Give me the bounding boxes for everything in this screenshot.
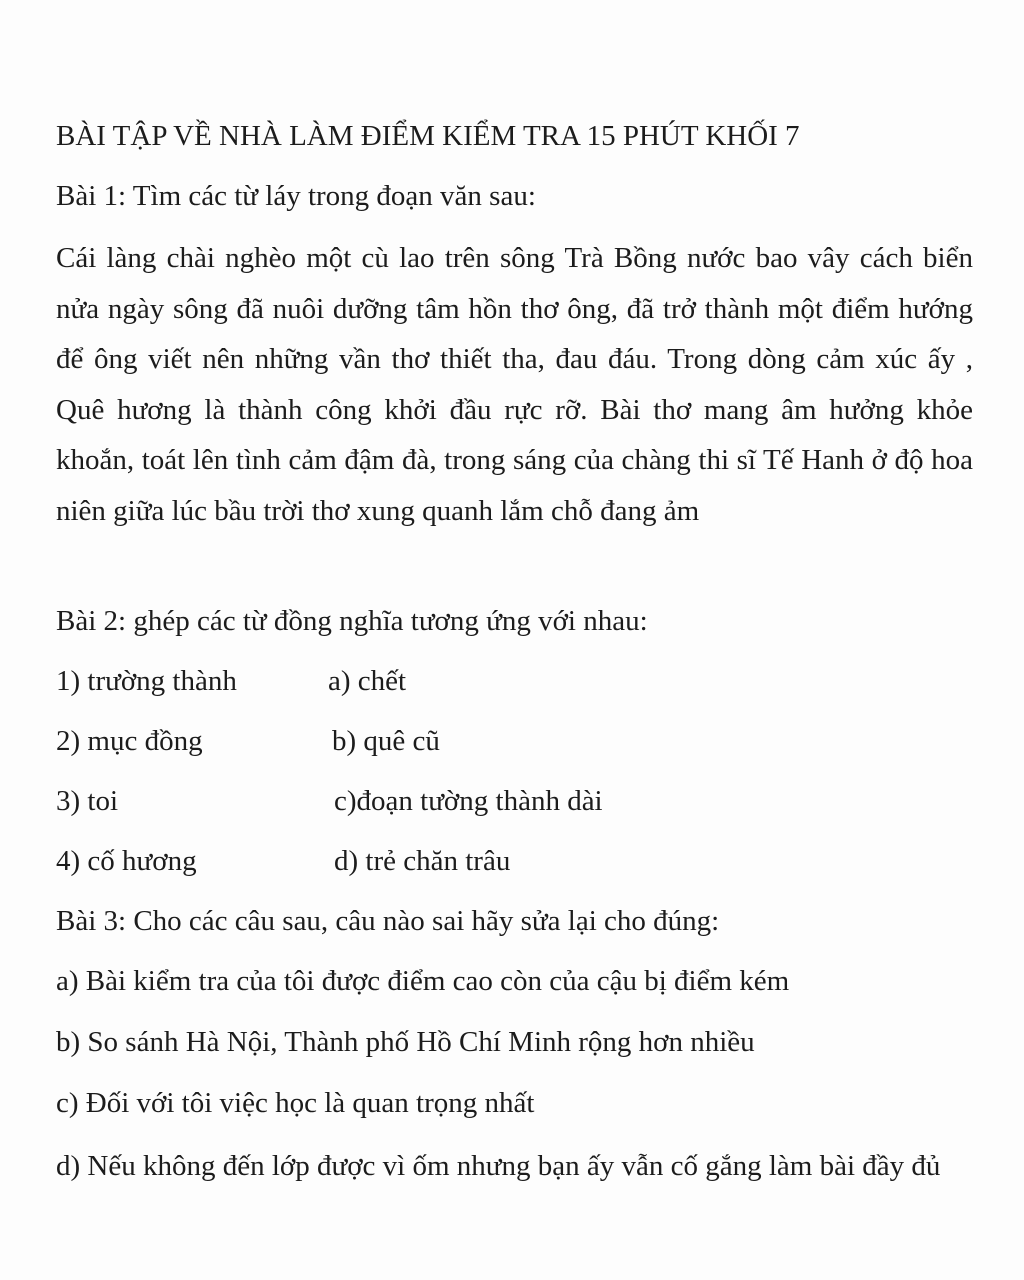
exercise-3-sentence-a: a) Bài kiểm tra của tôi được điểm cao còn của cậu bị điểm kém	[56, 965, 790, 997]
exercise-3-prompt: Bài 3: Cho các câu sau, câu nào sai hãy sửa lại cho đúng:	[56, 905, 720, 937]
match-right-item-a: a) chết	[328, 665, 407, 697]
match-left-item-4: 4) cố hương	[56, 845, 197, 877]
exercise-1-passage: Cái làng chài nghèo một cù lao trên sông Trà Bồng nước bao vây cách biển nửa ngày sông đã nuôi dưỡng tâm hồn thơ ông, đã trở thành một điểm hướng để ông viết nên những vần thơ thiết tha, đau đáu. Trong dòng cảm xúc ấy , Quê hương là thành công khởi đầu rực rỡ. Bài thơ mang âm hưởng khỏe khoắn, toát lên tình cảm đậm đà, trong sáng của chàng thi sĩ Tế Hanh ở độ hoa niên giữa lúc bầu trời thơ xung quanh lắm chỗ đang ảm	[56, 242, 973, 527]
match-right-item-b: b) quê cũ	[332, 725, 440, 757]
exercise-3-sentence-d: d) Nếu không đến lớp được vì ốm nhưng bạn ấy vẫn cố gắng làm bài đầy đủ	[56, 1150, 941, 1182]
match-left-item-3: 3) toi	[56, 785, 119, 817]
match-left-item-2: 2) mục đồng	[56, 725, 203, 757]
exercise-3-sentence-b: b) So sánh Hà Nội, Thành phố Hồ Chí Minh rộng hơn nhiều	[56, 1026, 755, 1058]
match-right-item-d: d) trẻ chăn trâu	[334, 845, 511, 877]
exercise-2-prompt: Bài 2: ghép các từ đồng nghĩa tương ứng với nhau:	[56, 605, 648, 637]
match-left-item-1: 1) trường thành	[56, 665, 237, 697]
match-right-item-c: c)đoạn tường thành dài	[334, 785, 603, 817]
document-title: BÀI TẬP VỀ NHÀ LÀM ĐIỂM KIỂM TRA 15 PHÚT KHỐI 7	[56, 120, 800, 152]
exercise-1-prompt: Bài 1: Tìm các từ láy trong đoạn văn sau:	[56, 180, 536, 212]
exercise-3-sentence-c: c) Đối với tôi việc học là quan trọng nhất	[56, 1087, 535, 1119]
